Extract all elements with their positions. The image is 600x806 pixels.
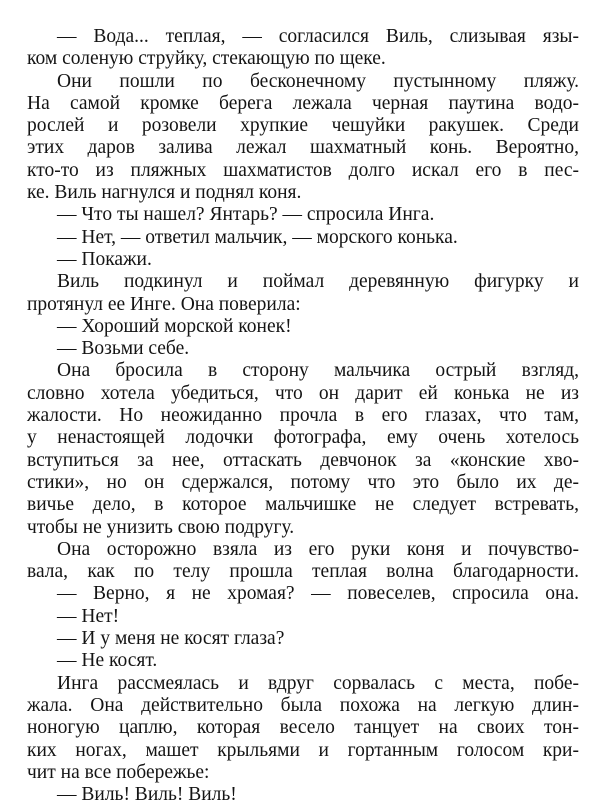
text-line: — Виль! Виль! Виль! (57, 784, 237, 806)
text-line: жала. Она действительно была похожа на легкую длин- (27, 694, 579, 716)
text-line: ноногую цаплю, которая весело танцует на своих тон- (27, 717, 579, 739)
text-line: Она бросила в сторону мальчика острый взгляд, (57, 360, 579, 382)
text-line: — Верно, я не хромая? — повеселев, спросила она. (57, 583, 579, 605)
text-line: кто-то из пляжных шахматистов долго искал его в пес- (27, 159, 579, 181)
text-line: — Что ты нашел? Янтарь? — спросила Инга. (57, 204, 435, 226)
text-line: — Возьми себе. (57, 338, 190, 360)
text-line: ких ногах, машет крыльями и гортанным голосом кри- (27, 739, 579, 761)
text-line: — Хороший морской конек! (57, 315, 292, 337)
text-line: чит на все побережье: (27, 761, 210, 783)
text-line: ке. Виль нагнулся и поднял коня. (27, 182, 302, 204)
text-line: — Покажи. (57, 248, 152, 270)
text-line: Они пошли по бесконечному пустынному пляжу. (57, 70, 579, 92)
text-line: вступиться за нее, оттаскать девчонок за «конские хво- (27, 449, 579, 471)
text-line: — Нет, — ответил мальчик, — морского конька. (57, 226, 458, 248)
text-line: На самой кромке берега лежала черная паутина водо- (27, 92, 579, 114)
text-line: этих даров залива лежал шахматный конь. Вероятно, (27, 137, 579, 159)
text-line: протянул ее Инге. Она поверила: (27, 293, 301, 315)
text-line: словно хотела убедиться, что он дарит ей конька не из (27, 382, 579, 404)
text-line: — Вода... теплая, — согласился Виль, слизывая язы- (57, 26, 579, 47)
text-line: рослей и розовели хрупкие чешуйки ракушек. Среди (27, 115, 579, 137)
text-line: — И у меня не косят глаза? (57, 628, 285, 650)
text-line: — Нет! (57, 605, 120, 627)
text-line: у ненастоящей лодочки фотографа, ему очень хотелось (27, 427, 579, 449)
text-line: жалости. Но неожиданно прочла в его глазах, что там, (27, 405, 579, 427)
text-line: чтобы не унизить свою подругу. (27, 516, 295, 538)
text-line: стики», но он сдержался, потому что это было их де- (27, 471, 579, 493)
text-line: Она осторожно взяла из его руки коня и почувство- (57, 538, 579, 560)
text-line: вичье дело, в которое мальчишке не следует встревать, (27, 494, 579, 516)
text-line: Инга рассмеялась и вдруг сорвалась с места, побе- (57, 672, 579, 694)
text-line: вала, как по телу прошла теплая волна благодарности. (27, 561, 579, 583)
text-line: Виль подкинул и поймал деревянную фигурку и (57, 271, 579, 293)
book-page (27, 26, 579, 806)
text-line: — Не косят. (57, 650, 158, 672)
text-line: ком соленую струйку, стекающую по щеке. (27, 48, 386, 70)
